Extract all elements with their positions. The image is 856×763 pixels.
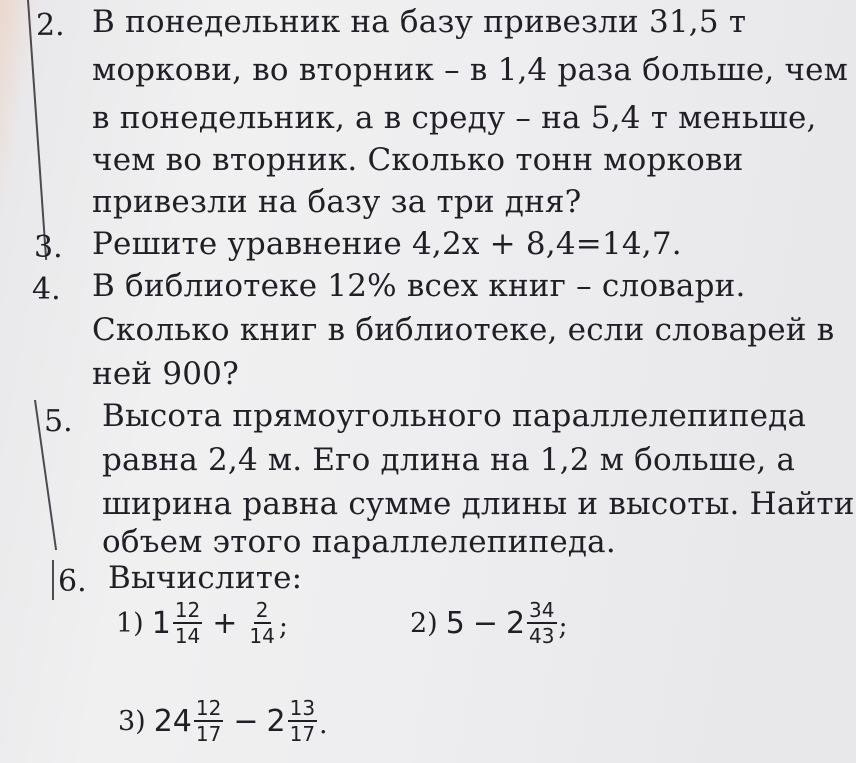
expression-label: 3) <box>118 705 146 737</box>
terminator: ; <box>558 611 568 642</box>
fraction <box>173 598 202 648</box>
whole-part: 5 <box>445 605 465 641</box>
problem-text-line: в понедельник, а в среду – на 5,4 т меньше, <box>92 100 817 136</box>
problem-number: 4. <box>32 272 61 307</box>
terminator: ; <box>278 611 288 642</box>
problem-text-line: объем этого параллелепипеда. <box>102 524 616 560</box>
table-border-line <box>52 560 54 600</box>
whole-part: 2 <box>505 605 526 641</box>
fraction <box>194 696 223 746</box>
whole-part: 2 <box>266 703 286 739</box>
numerator: 34 <box>529 598 555 622</box>
expression-1 <box>116 598 288 648</box>
denominator: 43 <box>529 624 555 648</box>
denominator: 17 <box>289 722 316 746</box>
numerator: 12 <box>174 598 201 622</box>
problem-number: 6. <box>58 564 87 599</box>
problem-number: 3. <box>34 230 63 265</box>
denominator: 17 <box>195 722 222 746</box>
problem-number: 5. <box>44 404 73 439</box>
terminator: . <box>319 709 328 740</box>
numerator: 13 <box>289 696 316 720</box>
expression-label: 2) <box>410 607 438 639</box>
problem-text-line: В библиотеке 12% всех книг – словари. <box>92 268 746 304</box>
expression-3 <box>118 696 328 746</box>
problem-text-line: равна 2,4 м. Его длина на 1,2 м больше, а <box>102 442 796 478</box>
problem-text-line: ширина равна сумме длины и высоты. Найти <box>102 486 855 522</box>
whole-part: 1 <box>151 605 171 641</box>
problem-text-line: ней 900? <box>92 356 239 392</box>
problem-number: 2. <box>36 8 65 43</box>
denominator: 14 <box>174 624 201 648</box>
problem-title: Вычислите: <box>108 560 303 596</box>
numerator: 12 <box>195 696 222 720</box>
problem-text-line: моркови, во вторник – в 1,4 раза больше, чем <box>92 52 849 88</box>
problem-text-line: Высота прямоугольного параллелепипеда <box>102 398 807 434</box>
expression-2 <box>410 598 568 648</box>
fraction <box>527 598 556 648</box>
denominator: 14 <box>249 624 275 648</box>
problem-text-line: привезли на базу за три дня? <box>92 184 582 220</box>
whole-part: 24 <box>153 703 192 739</box>
operator: − <box>233 703 259 739</box>
fraction <box>288 696 317 746</box>
problem-text-line: Решите уравнение 4,2х + 8,4=14,7. <box>92 226 682 262</box>
fraction <box>247 598 276 648</box>
operator: + <box>212 605 238 641</box>
problem-text-line: В понедельник на базу привезли 31,5 т <box>92 4 747 40</box>
problem-text-line: Сколько книг в библиотеке, если словарей в <box>92 312 835 348</box>
numerator: 2 <box>255 598 269 622</box>
expression-label: 1) <box>116 607 144 639</box>
problem-text-line: чем во вторник. Сколько тонн моркови <box>92 142 744 178</box>
operator: − <box>472 605 498 641</box>
